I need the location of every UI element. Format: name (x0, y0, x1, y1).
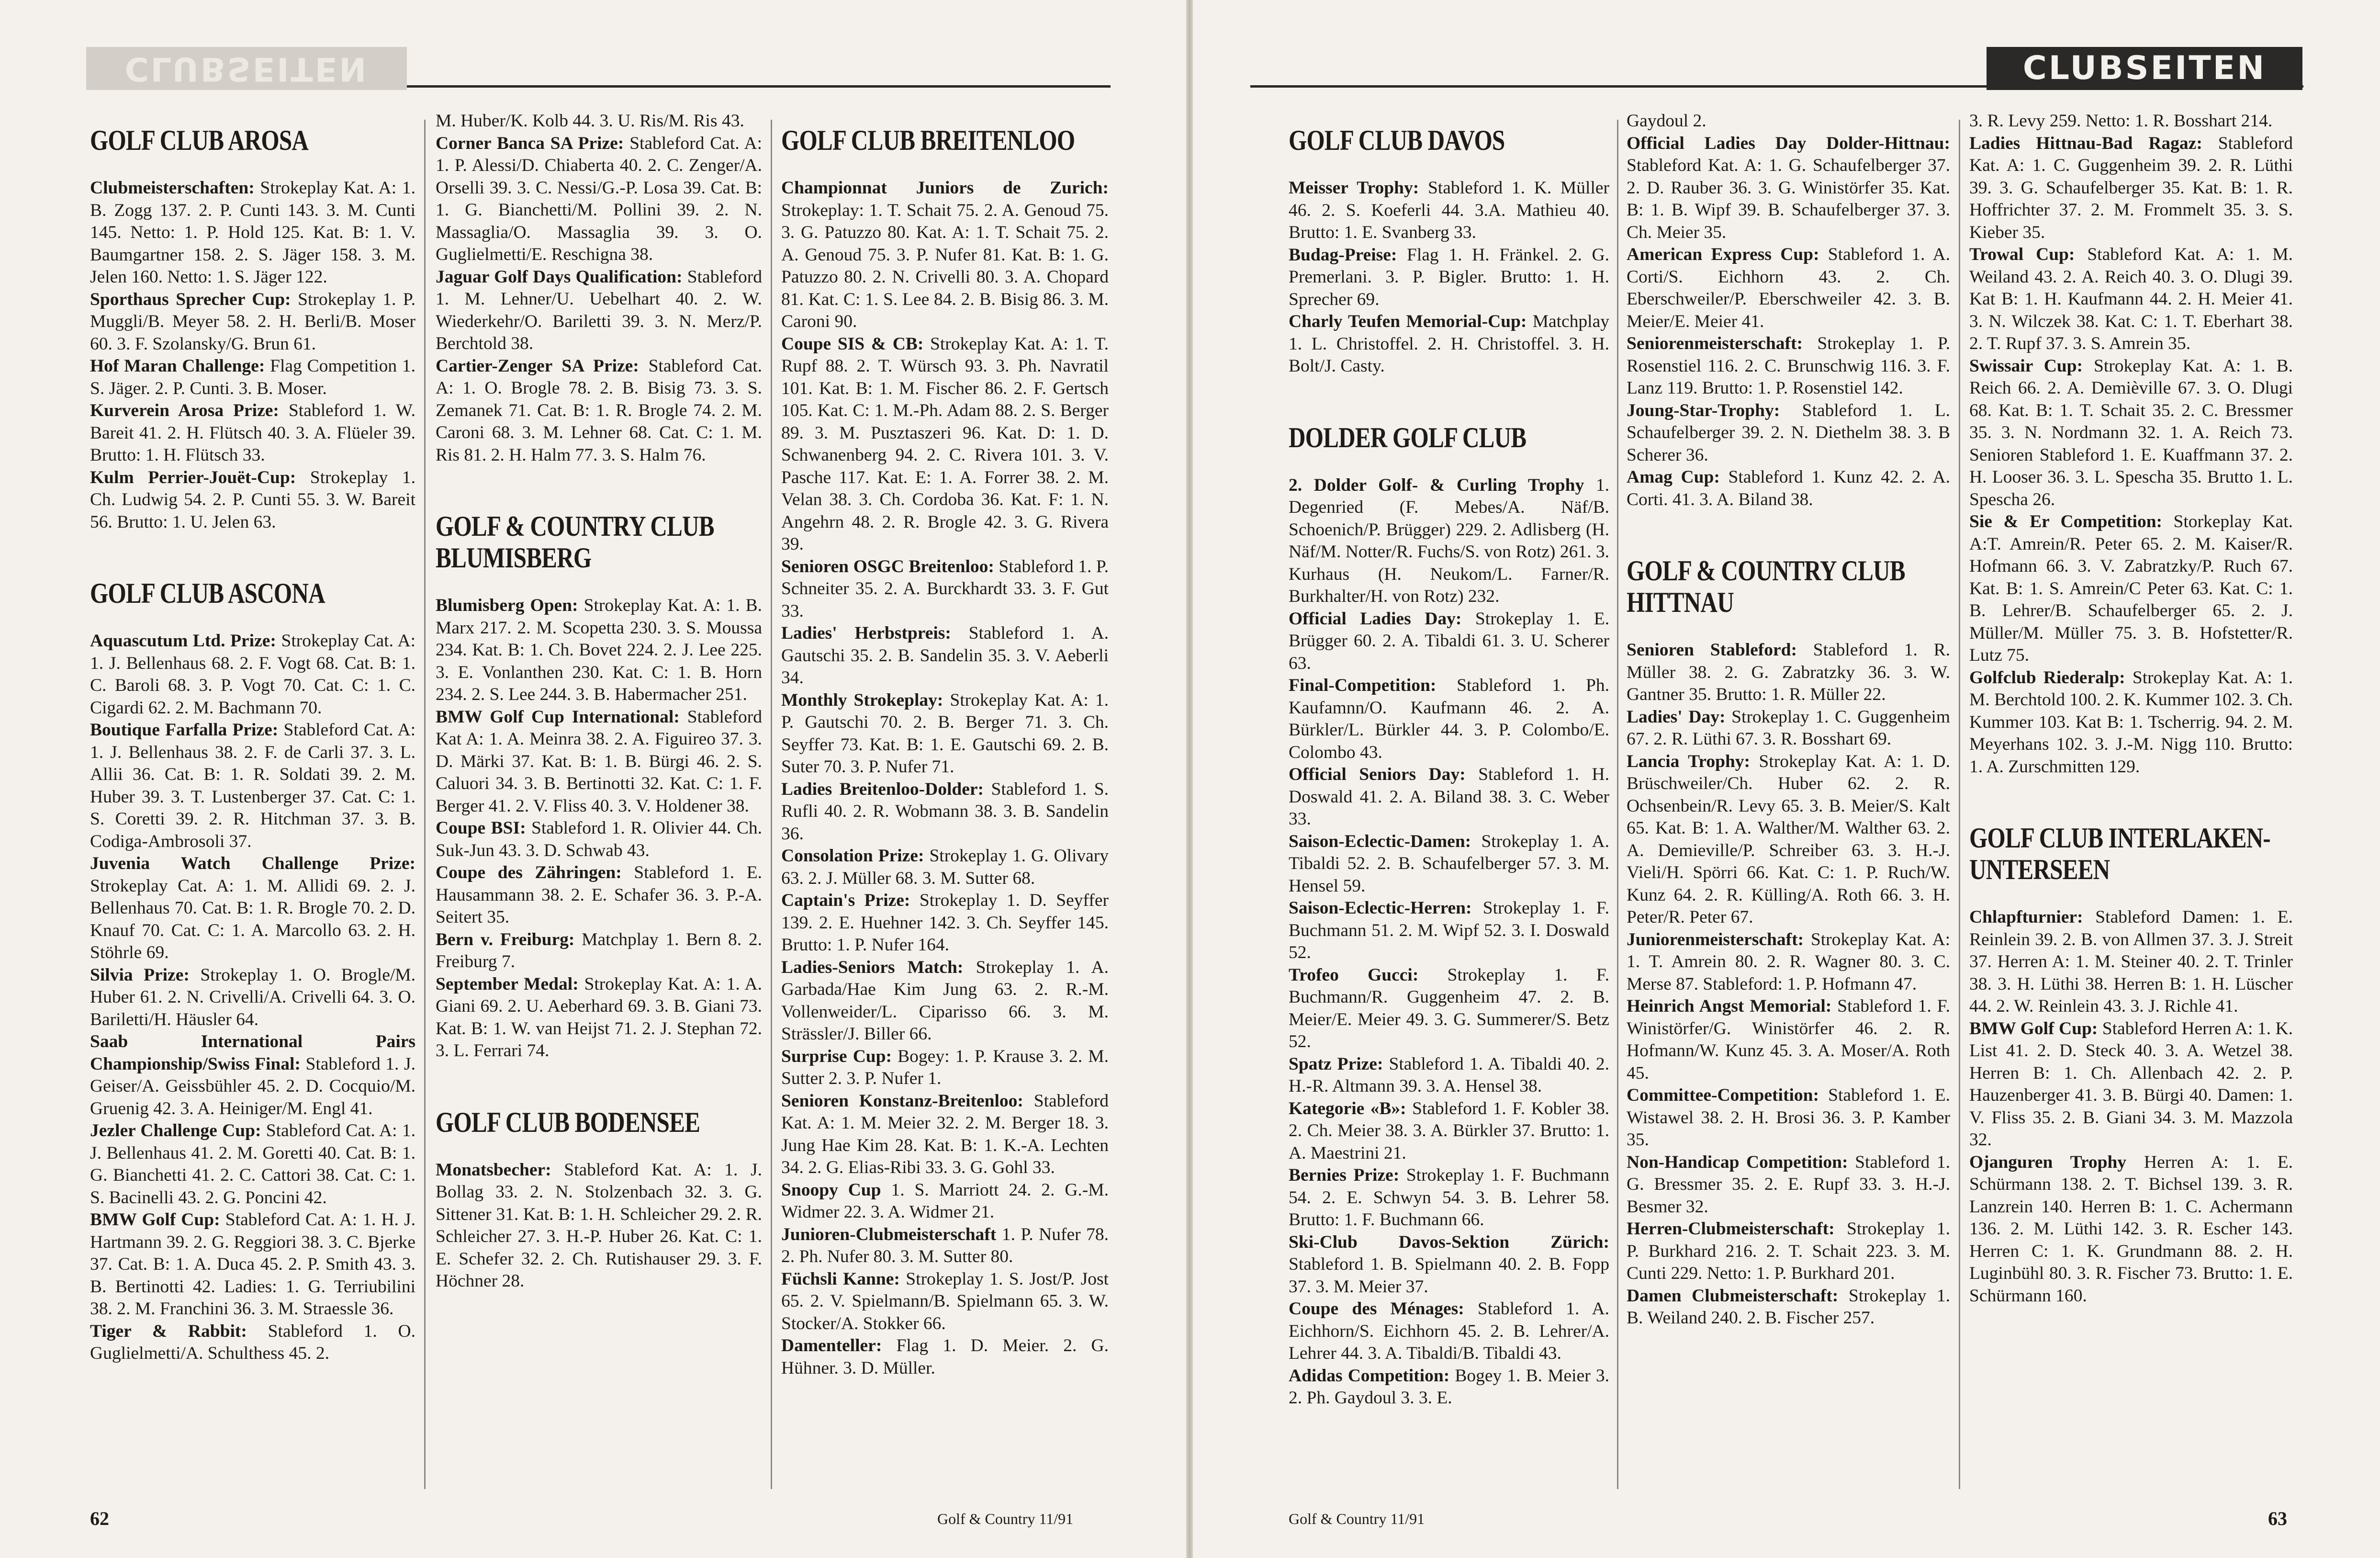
result-entry (1289, 897, 1609, 964)
result-entry (1627, 1084, 1950, 1152)
competition-title: Tiger & Rabbit: (90, 1321, 247, 1341)
competition-title: Senioren OSGC Breitenloo: (781, 556, 994, 576)
competition-title: Hof Maran Challenge: (90, 356, 265, 376)
result-entry (1969, 133, 2293, 244)
competition-results: Strokeplay: 1. T. Schait 75. 2. A. Genoud 75. 3. G. Patuzzo 80. Kat. A: 1. T. Schait 75. 2. A. Genoud 75. 3. P. Nufer 81. Kat. B: 1. G. Patuzzo 80. 2. N. Crivelli 80. 3. A. Chopard 81. Kat. C: 1. S. Lee 84. 2. B. Bisig 86. 3. M. Caroni 90. (781, 200, 1109, 331)
result-entry (1289, 608, 1609, 675)
competition-title: Juvenia Watch Challenge Prize: (90, 854, 415, 873)
page-number-left: 62 (90, 1508, 109, 1529)
competition-results: Stableford Cat. A: 1. O. Brogle 78. 2. B. Bisig 73. 3. S. Zemanek 71. Cat. B: 1. R. Brogle 74. 2. M. Caroni 68. 3. M. Lehner 68. Cat. C: 1. M. Ris 81. 2. H. Halm 77. 3. S. Halm 76. (436, 356, 762, 465)
competition-results: Flag 1. D. Meier. 2. G. Hühner. 3. D. Müller. (781, 1336, 1109, 1378)
competition-title: Füchsli Kanne: (781, 1269, 900, 1289)
result-entry (781, 622, 1109, 689)
club-heading: GOLF CLUB BODENSEE (436, 1106, 700, 1138)
competition-results: Strokeplay 1. G. Olivary 63. 2. J. Müller 68. 3. M. Sutter 68. (781, 846, 1109, 888)
competition-title: Ladies Hittnau-Bad Ragaz: (1969, 133, 2202, 153)
result-entry (1289, 311, 1609, 378)
result-entry (781, 890, 1109, 957)
competition-title: BMW Golf Cup: (90, 1210, 220, 1230)
competition-results: Flag Competition 1. S. Jäger. 2. P. Cunti. 3. B. Moser. (90, 356, 415, 398)
club-heading: GOLF CLUB BREITENLOO (781, 124, 1075, 156)
competition-results: Stableford 1. E. Hausammann 38. 2. E. Schafer 36. 3. P.-A. Seitert 35. (436, 863, 762, 927)
competition-title: Ladies Breitenloo-Dolder: (781, 779, 984, 799)
competition-results: Stableford 1. R. Olivier 44. Ch. Suk-Jun 43. 3. D. Schwab 43. (436, 818, 762, 860)
competition-title: 2. Dolder Golf- & Curling Trophy (1289, 475, 1584, 495)
result-entry (1627, 751, 1950, 929)
competition-results: Storkeplay Kat. A:T. Amrein/R. Peter 65. 2. M. Kaiser/R. Hofmann 66. 3. V. Zabratzky/P. Ruch 67. Kat. B: 1. S. Amrein/C Peter 63. Kat. C: 1. B. Lehrer/B. Schaufelberger 65. 2. J. Müller/M. Müller 75. 3. B. Hofstetter/R. Lutz 75. (1969, 512, 2293, 665)
competition-results: Stableford 1. O. Guglielmetti/A. Schulthess 45. 2. (90, 1321, 415, 1363)
competition-title: Trofeo Gucci: (1289, 965, 1419, 985)
competition-title: Chlapfturnier: (1969, 907, 2083, 927)
column-left-3 (781, 110, 1109, 1503)
result-entry (781, 1335, 1109, 1379)
competition-results: Stableford 1. E. Wistawel 38. 2. H. Brosi 36. 3. P. Kamber 35. (1627, 1085, 1950, 1150)
competition-results: Stableford 1. A. Tibaldi 40. 2. H.-R. Altmann 39. 3. A. Hensel 38. (1289, 1054, 1609, 1096)
competition-title: Non-Handicap Competition: (1627, 1152, 1848, 1172)
competition-results: Matchplay 1. L. Christoffel. 2. H. Christoffel. 3. H. Bolt/J. Casty. (1289, 312, 1609, 376)
result-entry (1627, 400, 1950, 467)
competition-results: Stableford 1. A. Gautschi 35. 2. B. Sandelin 35. 3. V. Aeberli 34. (781, 623, 1109, 688)
result-entry (90, 719, 415, 853)
competition-results: Strokeplay 1. B. Weiland 240. 2. B. Fischer 257. (1627, 1286, 1950, 1328)
right-page (1193, 0, 2380, 1558)
competition-results: Stableford 1. S. Rufli 40. 2. R. Wobmann 38. 3. B. Sandelin 36. (781, 779, 1109, 844)
competition-results: 1. Degenried (F. Mebes/A. Näf/B. Schoenich/P. Brügger) 229. 2. Adlisberg (H. Näf/M. Notter/R. Fuchs/S. von Rotz) 261. 3. Kurhaus (H. Neukom/L. Farner/R. Burkhalter/H. von Rotz) 232. (1289, 475, 1609, 606)
column-right-1 (1289, 110, 1609, 1503)
result-entry (436, 929, 762, 973)
result-entry (436, 1159, 762, 1293)
result-entry (1289, 1365, 1609, 1410)
result-entry (1627, 706, 1950, 751)
result-entry (90, 853, 415, 964)
result-entry (436, 266, 762, 355)
competition-results: Strokeplay Kat. A: 1. B. Marx 217. 2. M. Scopetta 230. 3. S. Moussa 234. Kat. B: 1. Ch. Bovet 224. 2. J. Lee 225. 3. E. Vonlanthen 230. Kat. C: 1. B. Horn 234. 2. S. Lee 244. 3. B. Habermacher 251. (436, 596, 762, 704)
competition-results: Stableford Kat. A: 1. G. Schaufelberger 37. 2. D. Rauber 36. 3. G. Winistörfer 35. Kat. B: 1. B. Wipf 39. B. Schaufelberger 37. 3. Ch. Meier 35. (1627, 156, 1950, 242)
competition-results: Stableford 1. Kunz 42. 2. A. Corti. 41. 3. A. Biland 38. (1627, 467, 1950, 509)
result-entry (1289, 1053, 1609, 1098)
competition-title: BMW Golf Cup: (1969, 1018, 2098, 1039)
competition-results: Stableford 1. A. Corti/S. Eichhorn 43. 2. Ch. Eberschweiler/P. Eberschweiler 42. 3. B. Meier/E. Meier 41. (1627, 245, 1950, 331)
result-entry (1969, 906, 2293, 1018)
competition-results: Strokeplay Kat. A: 1. T. Rupf 88. 2. T. Würsch 93. 3. Ph. Navratil 101. Kat. B: 1. M. Fischer 86. 2. F. Gertsch 105. Kat. C: 1. M.-Ph. Adam 88. 2. S. Berger 89. 3. M. Pusztaszeri 96. Kat. D: 1. D. Schwanenberg 94. 2. C. Rivera 101. 3. V. Pasche 117. Kat. E: 1. A. Forrer 38. 2. M. Velan 38. 3. Ch. Cordoba 36. Kat. F: 1. N. Angehrn 48. 2. R. Brogle 42. 3. G. Rivera 39. (781, 334, 1109, 554)
competition-title: Senioren Stableford: (1627, 640, 1797, 660)
result-entry (1289, 764, 1609, 831)
result-entry (1627, 133, 1950, 244)
competition-results: Strokeplay 1. F. Buchmann 54. 2. E. Schwyn 54. 3. B. Lehrer 58. Brutto: 1. F. Buchmann 66. (1289, 1165, 1609, 1230)
result-entry (436, 862, 762, 929)
competition-results: Strokeplay Kat. A: 1. T. Amrein 80. 2. R. Wagner 80. 3. C. Merse 87. Stableford: 1. P. Hofmann 47. (1627, 929, 1950, 994)
competition-title: September Medal: (436, 974, 579, 994)
magazine-footer-right: Golf & Country 11/91 (1289, 1510, 1425, 1527)
result-entry (781, 1046, 1109, 1090)
competition-title: Clubmeisterschaften: (90, 178, 255, 198)
club-heading: GOLF CLUB AROSA (90, 124, 309, 156)
column-divider (1959, 120, 1960, 1489)
competition-results: M. Huber/K. Kolb 44. 3. U. Ris/M. Ris 43. (436, 111, 744, 131)
result-entry (781, 1179, 1109, 1224)
result-entry (1627, 995, 1950, 1084)
result-entry (90, 964, 415, 1031)
competition-title: Surprise Cup: (781, 1046, 892, 1066)
competition-title: Seniorenmeisterschaft: (1627, 334, 1803, 353)
competition-results: Bogey 1. B. Meier 3. 2. Ph. Gaydoul 3. 3. E. (1289, 1366, 1609, 1408)
competition-results: Strokeplay 1. D. Seyffer 139. 2. E. Huehner 142. 3. Ch. Seyffer 145. Brutto: 1. P. Nufer 164. (781, 891, 1109, 955)
result-entry (436, 595, 762, 706)
competition-title: American Express Cup: (1627, 245, 1819, 264)
competition-title: Kulm Perrier-Jouët-Cup: (90, 467, 296, 487)
result-entry (1627, 244, 1950, 333)
competition-results: 1. P. Nufer 78. 2. Ph. Nufer 80. 3. M. Sutter 80. (781, 1224, 1109, 1266)
competition-title: Charly Teufen Memorial-Cup: (1289, 312, 1527, 331)
competition-title: Adidas Competition: (1289, 1366, 1450, 1386)
competition-title: Committee-Competition: (1627, 1085, 1819, 1105)
competition-results: Stableford Kat. A: 1. M. Meier 32. 2. M. Berger 18. 3. Jung Hae Kim 28. Kat. B: 1. K.-A. Lechten 34. 2. G. Elias-Ribi 33. 3. G. Gohl 33. (781, 1091, 1109, 1177)
competition-results: Strokeplay 1. E. Brügger 60. 2. A. Tibaldi 61. 3. U. Scherer 63. (1289, 609, 1609, 673)
result-entry (1289, 1098, 1609, 1165)
competition-results: Stableford 1. F. Winistörfer/G. Winistörfer 46. 2. R. Hofmann/W. Kunz 45. 3. A. Moser/A. Roth 45. (1627, 996, 1950, 1083)
competition-title: Lancia Trophy: (1627, 751, 1751, 771)
competition-title: Juniorenmeisterschaft: (1627, 929, 1804, 949)
competition-results: Strokeplay Kat. A: 1. A. Giani 69. 2. U. Aeberhard 69. 3. B. Giani 73. Kat. B: 1. W. van Heijst 71. 2. J. Stephan 72. 3. L. Ferrari 74. (436, 974, 762, 1061)
competition-results: Matchplay 1. Bern 8. 2. Freiburg 7. (436, 929, 762, 971)
club-heading: DOLDER GOLF CLUB (1289, 421, 1527, 453)
competition-title: Monatsbecher: (436, 1160, 551, 1180)
result-entry (1289, 1298, 1609, 1365)
competition-results: Stableford 1. A. Eichhorn/S. Eichhorn 45. 2. B. Lehrer/A. Lehrer 44. 3. A. Tibaldi/B. Tibaldi 43. (1289, 1299, 1609, 1363)
competition-title: Budag-Preise: (1289, 245, 1397, 265)
page-gutter (1186, 0, 1193, 1558)
result-entry (781, 177, 1109, 333)
result-entry (436, 706, 762, 818)
competition-results: Stableford Kat. A: 1. M. Weiland 43. 2. A. Reich 40. 3. O. Dlugi 39. Kat B: 1. H. Kaufmann 44. 2. H. Meier 41. 3. N. Wilczek 38. Kat. C: 1. T. Eberhart 38. 2. T. Rupf 37. 3. S. Amrein 35. (1969, 245, 2293, 353)
competition-title: Bernies Prize: (1289, 1165, 1400, 1185)
result-entry (90, 289, 415, 356)
competition-results: Strokeplay Kat. A: 1. D. Brüschweiler/Ch. Huber 62. 2. R. Ochsenbein/R. Levy 65. 3. B. Meier/S. Kalt 65. Kat. B: 1. A. Walther/M. Walther 63. 2. A. Demieville/P. Schreiber 63. 3. H.-J. Vieli/H. Spörri 66. Kat. C: 1. P. Ruch/W. Kunz 64. 2. R. Külling/A. Roth 66. 3. H. Peter/R. Peter 67. (1627, 751, 1950, 927)
magazine-footer-left: Golf & Country 11/91 (937, 1510, 1074, 1527)
result-entry (1627, 639, 1950, 706)
result-entry (1969, 355, 2293, 511)
result-entry (781, 333, 1109, 556)
competition-title: Damen Clubmeisterschaft: (1627, 1286, 1839, 1306)
competition-title: Silvia Prize: (90, 965, 190, 985)
competition-title: Final-Competition: (1289, 676, 1437, 695)
left-page (0, 0, 1186, 1558)
competition-results: Gaydoul 2. (1627, 111, 1706, 131)
competition-results: Strokeplay 1. O. Brogle/M. Huber 61. 2. N. Crivelli/A. Crivelli 64. 3. O. Bariletti/H. Häusler 64. (90, 965, 415, 1029)
competition-results: Strokeplay Kat. A: 1. M. Berchtold 100. 2. K. Kummer 102. 3. Ch. Kummer 103. Kat B: 1. Tscherrig. 94. 2. M. Meyerhans 102. 3. J.-M. Nigg 110. Brutto: 1. A. Zurschmitten 129. (1969, 667, 2293, 777)
competition-results: Stableford Kat A: 1. A. Meinra 38. 2. A. Figuireo 37. 3. D. Märki 37. Kat. B: 1. B. Bürgi 46. 2. S. Caluori 34. 3. B. Bertinotti 32. Kat. C: 1. F. Berger 41. 2. V. Fliss 40. 3. V. Holdener 38. (436, 707, 762, 816)
competition-results: Strokeplay 1. F. Buchmann 51. 2. M. Wipf 52. 3. I. Doswald 52. (1289, 898, 1609, 962)
result-entry (1969, 1018, 2293, 1152)
competition-title: Saab International Pairs Championship/Swiss Final: (90, 1032, 415, 1074)
competition-title: Sporthaus Sprecher Cup: (90, 289, 291, 309)
competition-title: Coupe BSI: (436, 818, 526, 838)
competition-results: Stableford Herren A: 1. K. List 41. 2. D. Steck 40. 3. A. Wetzel 38. Herren B: 1. Ch. Allenbach 42. 2. P. Hauzenberger 41. 3. B. Bürgi 40. Damen: 1. V. Fliss 35. 2. B. Giani 34. 3. M. Mazzola 32. (1969, 1018, 2293, 1150)
competition-results: 3. R. Levy 259. Netto: 1. R. Bosshart 214. (1969, 111, 2273, 131)
competition-title: Consolation Prize: (781, 846, 924, 866)
result-entry (1289, 177, 1609, 244)
result-entry (1289, 474, 1609, 608)
result-entry (436, 817, 762, 862)
competition-results: Stableford 1. H. Doswald 41. 2. A. Biland 38. 3. C. Weber 33. (1289, 765, 1609, 829)
competition-results: Strokeplay 1. P. Burkhard 216. 2. T. Schait 223. 3. M. Cunti 229. Netto: 1. P. Burkhard 201. (1627, 1219, 1950, 1283)
competition-results: Stableford Kat. A: 1. C. Guggenheim 39. 2. R. Lüthi 39. 3. G. Schaufelberger 35. Kat. B: 1. R. Hoffrichter 37. 2. M. Frommelt 35. 3. S. Kieber 35. (1969, 133, 2293, 242)
competition-title: Senioren Konstanz-Breitenloo: (781, 1091, 1023, 1111)
result-entry (1627, 929, 1950, 996)
competition-title: Saison-Eclectic-Damen: (1289, 831, 1471, 851)
result-entry (436, 973, 762, 1062)
result-entry (90, 1209, 415, 1321)
competition-title: Amag Cup: (1627, 467, 1720, 487)
result-entry (90, 355, 415, 400)
column-divider (424, 120, 426, 1489)
competition-title: Sie & Er Competition: (1969, 512, 2163, 531)
competition-results: Herren A: 1. E. Schürmann 138. 2. T. Bichsel 139. 3. R. Lanzrein 140. Herren B: 1. C. Achermann 136. 2. M. Lüthi 142. 3. R. Escher 143. Herren C: 1. K. Grundmann 88. 2. H. Luginbühl 80. 3. R. Fischer 73. Brutto: 1. E. Schürmann 160. (1969, 1152, 2293, 1306)
result-entry (781, 1090, 1109, 1179)
competition-results: Stableford 1. L. Schaufelberger 39. 2. N. Diethelm 38. 3. B Scherer 36. (1627, 400, 1950, 465)
result-entry (1289, 1164, 1609, 1231)
result-entry (1969, 244, 2293, 355)
competition-title: Herren-Clubmeisterschaft: (1627, 1219, 1835, 1239)
competition-title: Ladies' Day: (1627, 707, 1726, 727)
club-heading: GOLF CLUB ASCONA (90, 577, 325, 609)
competition-title: Official Seniors Day: (1289, 765, 1466, 784)
result-entry (1627, 1218, 1950, 1285)
result-entry (1969, 667, 2293, 779)
result-entry (1627, 466, 1950, 511)
result-entry (781, 689, 1109, 779)
club-heading: GOLF & COUNTRY CLUB HITTNAU (1627, 555, 1905, 618)
result-entry (781, 845, 1109, 890)
competition-results: Bogey: 1. P. Krause 3. 2. M. Sutter 2. 3. P. Nufer 1. (781, 1046, 1109, 1088)
result-entry (90, 630, 415, 719)
result-entry (436, 355, 762, 467)
result-entry (90, 1031, 415, 1120)
competition-results: Strokeplay Kat. A: 1. B. Reich 66. 2. A. Demièville 67. 3. O. Dlugi 68. Kat. B: 1. T. Schait 35. 2. C. Bressmer 35. 3. N. Nordmann 32. 1. A. Reich 73. Senioren Stableford 1. E. Kuaffmann 37. 2. H. Looser 36. 3. L. Spescha 35. Brutto 1. L. Spescha 26. (1969, 356, 2293, 509)
competition-results: Stableford Kat. A: 1. J. Bollag 33. 2. N. Stolzenbach 32. 3. G. Sittener 31. Kat. B: 1. H. Schleicher 29. 2. R. Schleicher 27. 3. H.-P. Huber 26. Kat. C: 1. E. Schefer 32. 2. Ch. Rutishauser 29. 3. F. Höchner 28. (436, 1160, 762, 1291)
section-label-left: CLUBSEITEN (86, 47, 407, 90)
club-heading: GOLF & COUNTRY CLUB BLUMISBERG (436, 510, 714, 574)
result-entry (781, 779, 1109, 846)
competition-results: Stableford 1. P. Schneiter 35. 2. A. Burckhardt 33. 3. F. Gut 33. (781, 556, 1109, 621)
result-entry (1969, 511, 2293, 667)
competition-results: Stableford 1. Ph. Kaufamnn/O. Kaufmann 46. 2. A. Bürkler/L. Bürkler 44. 3. P. Colombo/E. Colombo 43. (1289, 676, 1609, 762)
competition-results: Strokeplay 1. Ch. Ludwig 54. 2. P. Cunti 55. 3. W. Bareit 56. Brutto: 1. U. Jelen 63. (90, 467, 415, 532)
competition-title: Ojanguren Trophy (1969, 1152, 2127, 1172)
competition-results: Stableford 1. F. Kobler 38. 2. Ch. Meier 38. 3. A. Bürkler 37. Brutto: 1. A. Maestrini 21. (1289, 1098, 1609, 1163)
competition-results: Strokeplay Cat. A: 1. M. Allidi 69. 2. J. Bellenhaus 70. Cat. B: 1. R. Brogle 70. 2. D. Knauf 70. Cat. C: 1. A. Marcollo 63. 2. H. Stöhrle 69. (90, 876, 415, 962)
competition-results: Flag 1. H. Fränkel. 2. G. Premerlani. 3. P. Bigler. Brutto: 1. H. Sprecher 69. (1289, 245, 1609, 309)
competition-title: Meisser Trophy: (1289, 178, 1419, 198)
section-label-right: CLUBSEITEN (1987, 47, 2302, 90)
result-entry (436, 110, 762, 133)
column-left-1 (90, 110, 415, 1503)
competition-title: Heinrich Angst Memorial: (1627, 996, 1832, 1016)
column-left-2 (436, 110, 762, 1503)
competition-results: Strokeplay 1. P. Rosenstiel 116. 2. C. Brunschwig 116. 3. F. Lanz 119. Brutto: 1. P. Rosenstiel 142. (1627, 334, 1950, 398)
column-right-2 (1627, 110, 1950, 1503)
competition-title: Trowal Cup: (1969, 245, 2075, 264)
competition-results: Stableford 1. B. Spielmann 40. 2. B. Fopp 37. 3. M. Meier 37. (1289, 1254, 1609, 1297)
competition-results: Strokeplay 1. C. Guggenheim 67. 2. R. Lüthi 67. 3. R. Bosshart 69. (1627, 707, 1950, 749)
competition-title: Jaguar Golf Days Qualification: (436, 267, 683, 287)
result-entry (1289, 675, 1609, 764)
competition-results: Strokeplay 1. F. Buchmann/R. Guggenheim 47. 2. B. Meier/E. Meier 49. 3. G. Summerer/S. Betz 52. (1289, 965, 1609, 1051)
competition-title: Aquascutum Ltd. Prize: (90, 631, 276, 651)
result-entry (1289, 244, 1609, 311)
competition-title: Coupe SIS & CB: (781, 334, 924, 354)
competition-results: Stableford Cat. A: 1. H. J. Hartmann 39. 2. G. Reggiori 38. 3. C. Bjerke 37. Cat. B: 1. A. Duca 45. 2. P. Smith 43. 3. B. Bertinotti 42. Ladies: 1. G. Terriubilini 38. 2. M. Franchini 36. 3. M. Straessle 36. (90, 1210, 415, 1319)
competition-results: Stableford Cat. A: 1. J. Bellenhaus 41. 2. M. Goretti 40. Cat. B: 1. G. Bianchetti 41. 2. C. Cattori 38. Cat. C: 1. S. Bacinelli 43. 2. G. Poncini 42. (90, 1121, 415, 1208)
competition-results: Stableford 1. W. Bareit 41. 2. H. Flütsch 40. 3. A. Flüeler 39. Brutto: 1. H. Flütsch 33. (90, 401, 415, 465)
result-entry (781, 1268, 1109, 1335)
competition-title: Cartier-Zenger SA Prize: (436, 356, 639, 376)
competition-results: Stableford 1. J. Geiser/A. Geissbühler 45. 2. D. Cocquio/M. Gruenig 42. 3. A. Heiniger/M. Engl 41. (90, 1054, 415, 1118)
competition-title: Monthly Strokeplay: (781, 690, 943, 710)
result-entry (90, 467, 415, 534)
result-entry (781, 556, 1109, 623)
competition-results: Stableford 1. R. Müller 38. 2. G. Zabratzky 36. 3. W. Gantner 35. Brutto: 1. R. Müller 22. (1627, 640, 1950, 704)
competition-title: Kategorie «B»: (1289, 1098, 1406, 1118)
competition-title: Boutique Farfalla Prize: (90, 720, 279, 740)
competition-results: 1. S. Marriott 24. 2. G.-M. Widmer 22. 3. A. Widmer 21. (781, 1180, 1109, 1222)
competition-title: Ladies-Seniors Match: (781, 957, 964, 977)
result-entry (1627, 110, 1950, 133)
competition-results: Strokeplay Kat. A: 1. P. Gautschi 70. 2. B. Berger 71. 3. Ch. Seyffer 73. Kat. B: 1. E. Gautschi 69. 2. B. Suter 70. 3. P. Nufer 71. (781, 690, 1109, 777)
result-entry (90, 400, 415, 467)
competition-title: BMW Golf Cup International: (436, 707, 680, 727)
column-divider (771, 120, 772, 1489)
competition-title: Golfclub Riederalp: (1969, 667, 2125, 688)
competition-results: Strokeplay 1. A. Garbada/Hae Kim Jung 63. 2. R.-M. Vollenweider/L. Ciparisso 66. 3. M. Strässler/J. Biller 66. (781, 957, 1109, 1044)
competition-title: Coupe des Zähringen: (436, 863, 622, 882)
competition-title: Joung-Star-Trophy: (1627, 400, 1780, 420)
competition-title: Kurverein Arosa Prize: (90, 401, 279, 420)
competition-title: Championnat Juniors de Zurich: (781, 178, 1109, 198)
competition-results: Stableford 1. G. Bressmer 35. 2. E. Rupf 33. 3. H.-J. Besmer 32. (1627, 1152, 1950, 1217)
competition-title: Captain's Prize: (781, 891, 910, 910)
result-entry (1627, 1152, 1950, 1219)
competition-title: Blumisberg Open: (436, 596, 578, 615)
competition-title: Damenteller: (781, 1336, 882, 1355)
competition-results: Strokeplay Kat. A: 1. B. Zogg 137. 2. P. Cunti 143. 3. M. Cunti 145. Netto: 1. P. Hold 125. Kat. B: 1. V. Baumgartner 158. 2. S. Jäger 158. 3. M. Jelen 160. Netto: 1. S. Jäger 122. (90, 178, 415, 287)
competition-results: Stableford Cat. A: 1. J. Bellenhaus 38. 2. F. de Carli 37. 3. L. Allii 36. Cat. B: 1. R. Soldati 39. 2. M. Huber 39. 3. T. Lustenberger 37. Cat. C: 1. S. Coretti 39. 2. R. Hitchman 37. 3. B. Codiga-Ambrosoli 37. (90, 720, 415, 851)
competition-results: Strokeplay 1. A. Tibaldi 52. 2. B. Schaufelberger 57. 3. M. Hensel 59. (1289, 831, 1609, 896)
competition-results: Stableford 1. K. Müller 46. 2. S. Koeferli 44. 3.A. Mathieu 40. Brutto: 1. E. Svanberg 33. (1289, 178, 1609, 242)
competition-title: Ski-Club Davos-Sektion Zürich: (1289, 1232, 1609, 1252)
result-entry (1969, 1152, 2293, 1308)
competition-title: Corner Banca SA Prize: (436, 133, 624, 153)
result-entry (1969, 110, 2293, 133)
club-heading: GOLF CLUB DAVOS (1289, 124, 1505, 156)
competition-results: Stableford Damen: 1. E. Reinlein 39. 2. B. von Allmen 37. 3. J. Streit 37. Herren A: 1. M. Steiner 40. 2. T. Trinler 38. 3. H. Lüthi 38. Herren B: 1. H. Lüscher 44. 2. W. Reinlein 43. 3. J. Richle 41. (1969, 907, 2293, 1016)
result-entry (90, 177, 415, 289)
result-entry (90, 1120, 415, 1209)
result-entry (90, 1321, 415, 1365)
competition-results: Strokeplay 1. S. Jost/P. Jost 65. 2. V. Spielmann/B. Spielmann 65. 3. W. Stocker/A. Stokker 66. (781, 1269, 1109, 1333)
competition-title: Ladies' Herbstpreis: (781, 623, 951, 643)
result-entry (1627, 1285, 1950, 1330)
competition-title: Official Ladies Day: (1289, 609, 1462, 629)
result-entry (1289, 831, 1609, 898)
competition-results: Strokeplay 1. P. Muggli/B. Meyer 58. 2. H. Berli/B. Moser 60. 3. F. Szolansky/G. Brun 61. (90, 289, 415, 354)
result-entry (1289, 1231, 1609, 1298)
competition-title: Saison-Eclectic-Herren: (1289, 898, 1472, 918)
result-entry (781, 957, 1109, 1046)
result-entry (436, 133, 762, 266)
competition-results: Stableford Cat. A: 1. P. Alessi/D. Chiaberta 40. 2. C. Zenger/A. Orselli 39. 3. C. Nessi/G.-P. Losa 39. Cat. B: 1. G. Bianchetti/M. Pollini 39. 2. N. Massaglia/O. Massaglia 39. 3. O. Guglielmetti/E. Reschigna 38. (436, 133, 762, 264)
competition-title: Spatz Prize: (1289, 1054, 1383, 1074)
competition-results: Stableford 1. M. Lehner/U. Uebelhart 40. 2. W. Wiederkehr/O. Bariletti 39. 3. N. Merz/P. Berchtold 38. (436, 267, 762, 353)
column-divider (1617, 120, 1618, 1489)
club-heading: GOLF CLUB INTERLAKEN-UNTERSEEN (1969, 822, 2270, 885)
result-entry (1289, 964, 1609, 1053)
competition-results: Strokeplay Cat. A: 1. J. Bellenhaus 68. 2. F. Vogt 68. Cat. B: 1. C. Baroli 68. 3. P. Vogt 70. Cat. C: 1. C. Cigardi 62. 2. M. Bachmann 70. (90, 631, 415, 718)
page-number-right: 63 (2268, 1508, 2287, 1529)
competition-title: Junioren-Clubmeisterschaft (781, 1224, 997, 1244)
competition-title: Coupe des Ménages: (1289, 1299, 1464, 1319)
competition-title: Bern v. Freiburg: (436, 929, 575, 949)
competition-title: Swissair Cup: (1969, 356, 2083, 376)
column-right-3 (1969, 110, 2293, 1503)
competition-title: Official Ladies Day Dolder-Hittnau: (1627, 133, 1950, 153)
competition-title: Jezler Challenge Cup: (90, 1121, 261, 1140)
result-entry (781, 1224, 1109, 1268)
result-entry (1627, 333, 1950, 400)
competition-title: Snoopy Cup (781, 1180, 881, 1200)
